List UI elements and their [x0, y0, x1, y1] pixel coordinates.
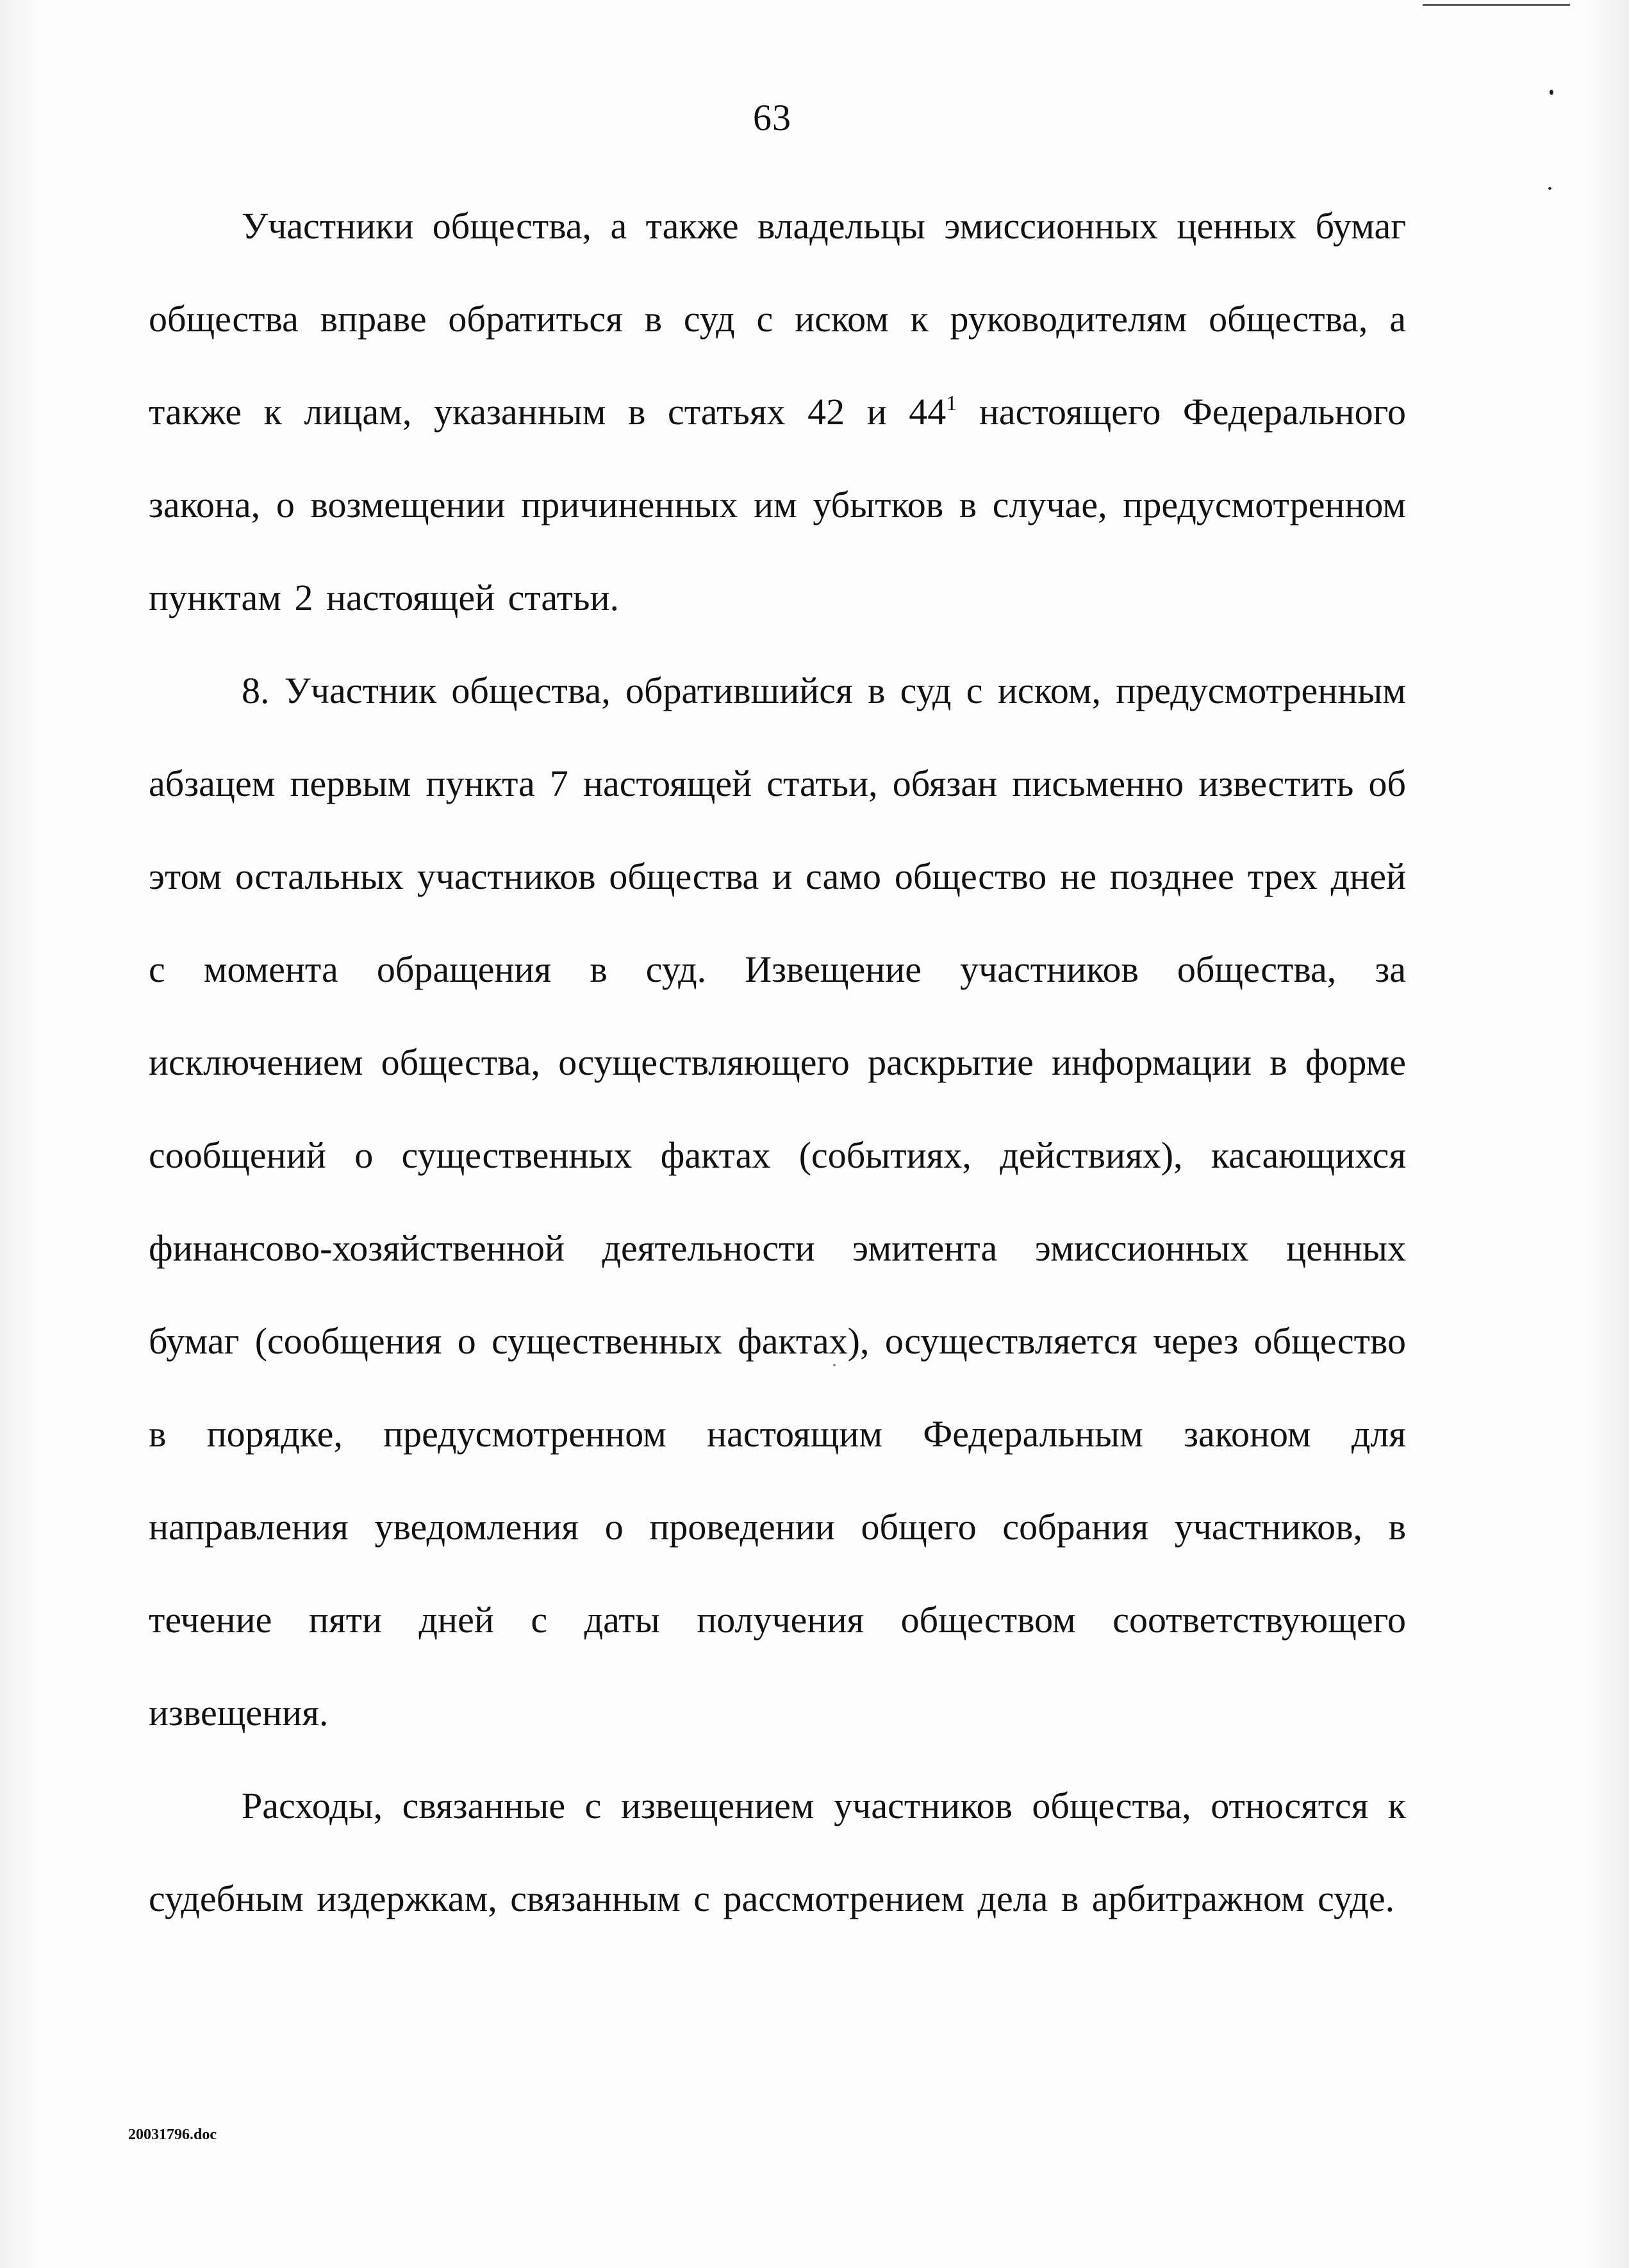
paragraph-text: настоящего Федерального закона, о возмещении причиненных им убытков в случае, предусмотренном пунктам 2 настоящей статьи. [149, 391, 1406, 618]
superscript-marker: 1 [946, 392, 957, 415]
paragraph-claimants [149, 179, 1406, 644]
page-number: 63 [753, 97, 791, 138]
scan-speck [1548, 187, 1551, 190]
paragraph-item-8: 8. Участник общества, обратившийся в суд с иском, предусмотренным абзацем первым пункта 7 настоящей статьи, обязан письменно известить об этом остальных участников общества и само общество не позднее трех дней с момента обращения в суд. Извещение участников общества, за исключением общества, осуществляющего раскрытие информации в форме сообщений о существенных фактах (событиях, действиях), касающихся финансово-хозяйственной деятельности эмитента эмиссионных ценных бумаг (сообщения о существенных фактах), осуществляется через общество в порядке, предусмотренном настоящим Федеральным законом для направления уведомления о проведении общего собрания участников, в течение пяти дней с даты получения обществом соответствующего извещения. [149, 670, 1406, 1734]
scan-speck [1550, 90, 1553, 95]
document-body [149, 179, 1406, 1945]
scan-edge-right [1584, 0, 1629, 2268]
scan-edge-left [0, 0, 38, 2268]
footer-filename: 20031796.doc [128, 2126, 217, 2143]
paragraph-text: Участники общества, а также владельцы эмиссионных ценных бумаг общества вправе обратиться в суд с иском к руководителям общества, а также к лицам, указанным в статьях 42 и 44 [149, 205, 1406, 433]
paragraph-expenses: Расходы, связанные с извещением участников общества, относятся к судебным издержкам, связанным с рассмотрением дела в арбитражном суде. [149, 1785, 1406, 1919]
scan-artifact-line [1423, 4, 1570, 6]
